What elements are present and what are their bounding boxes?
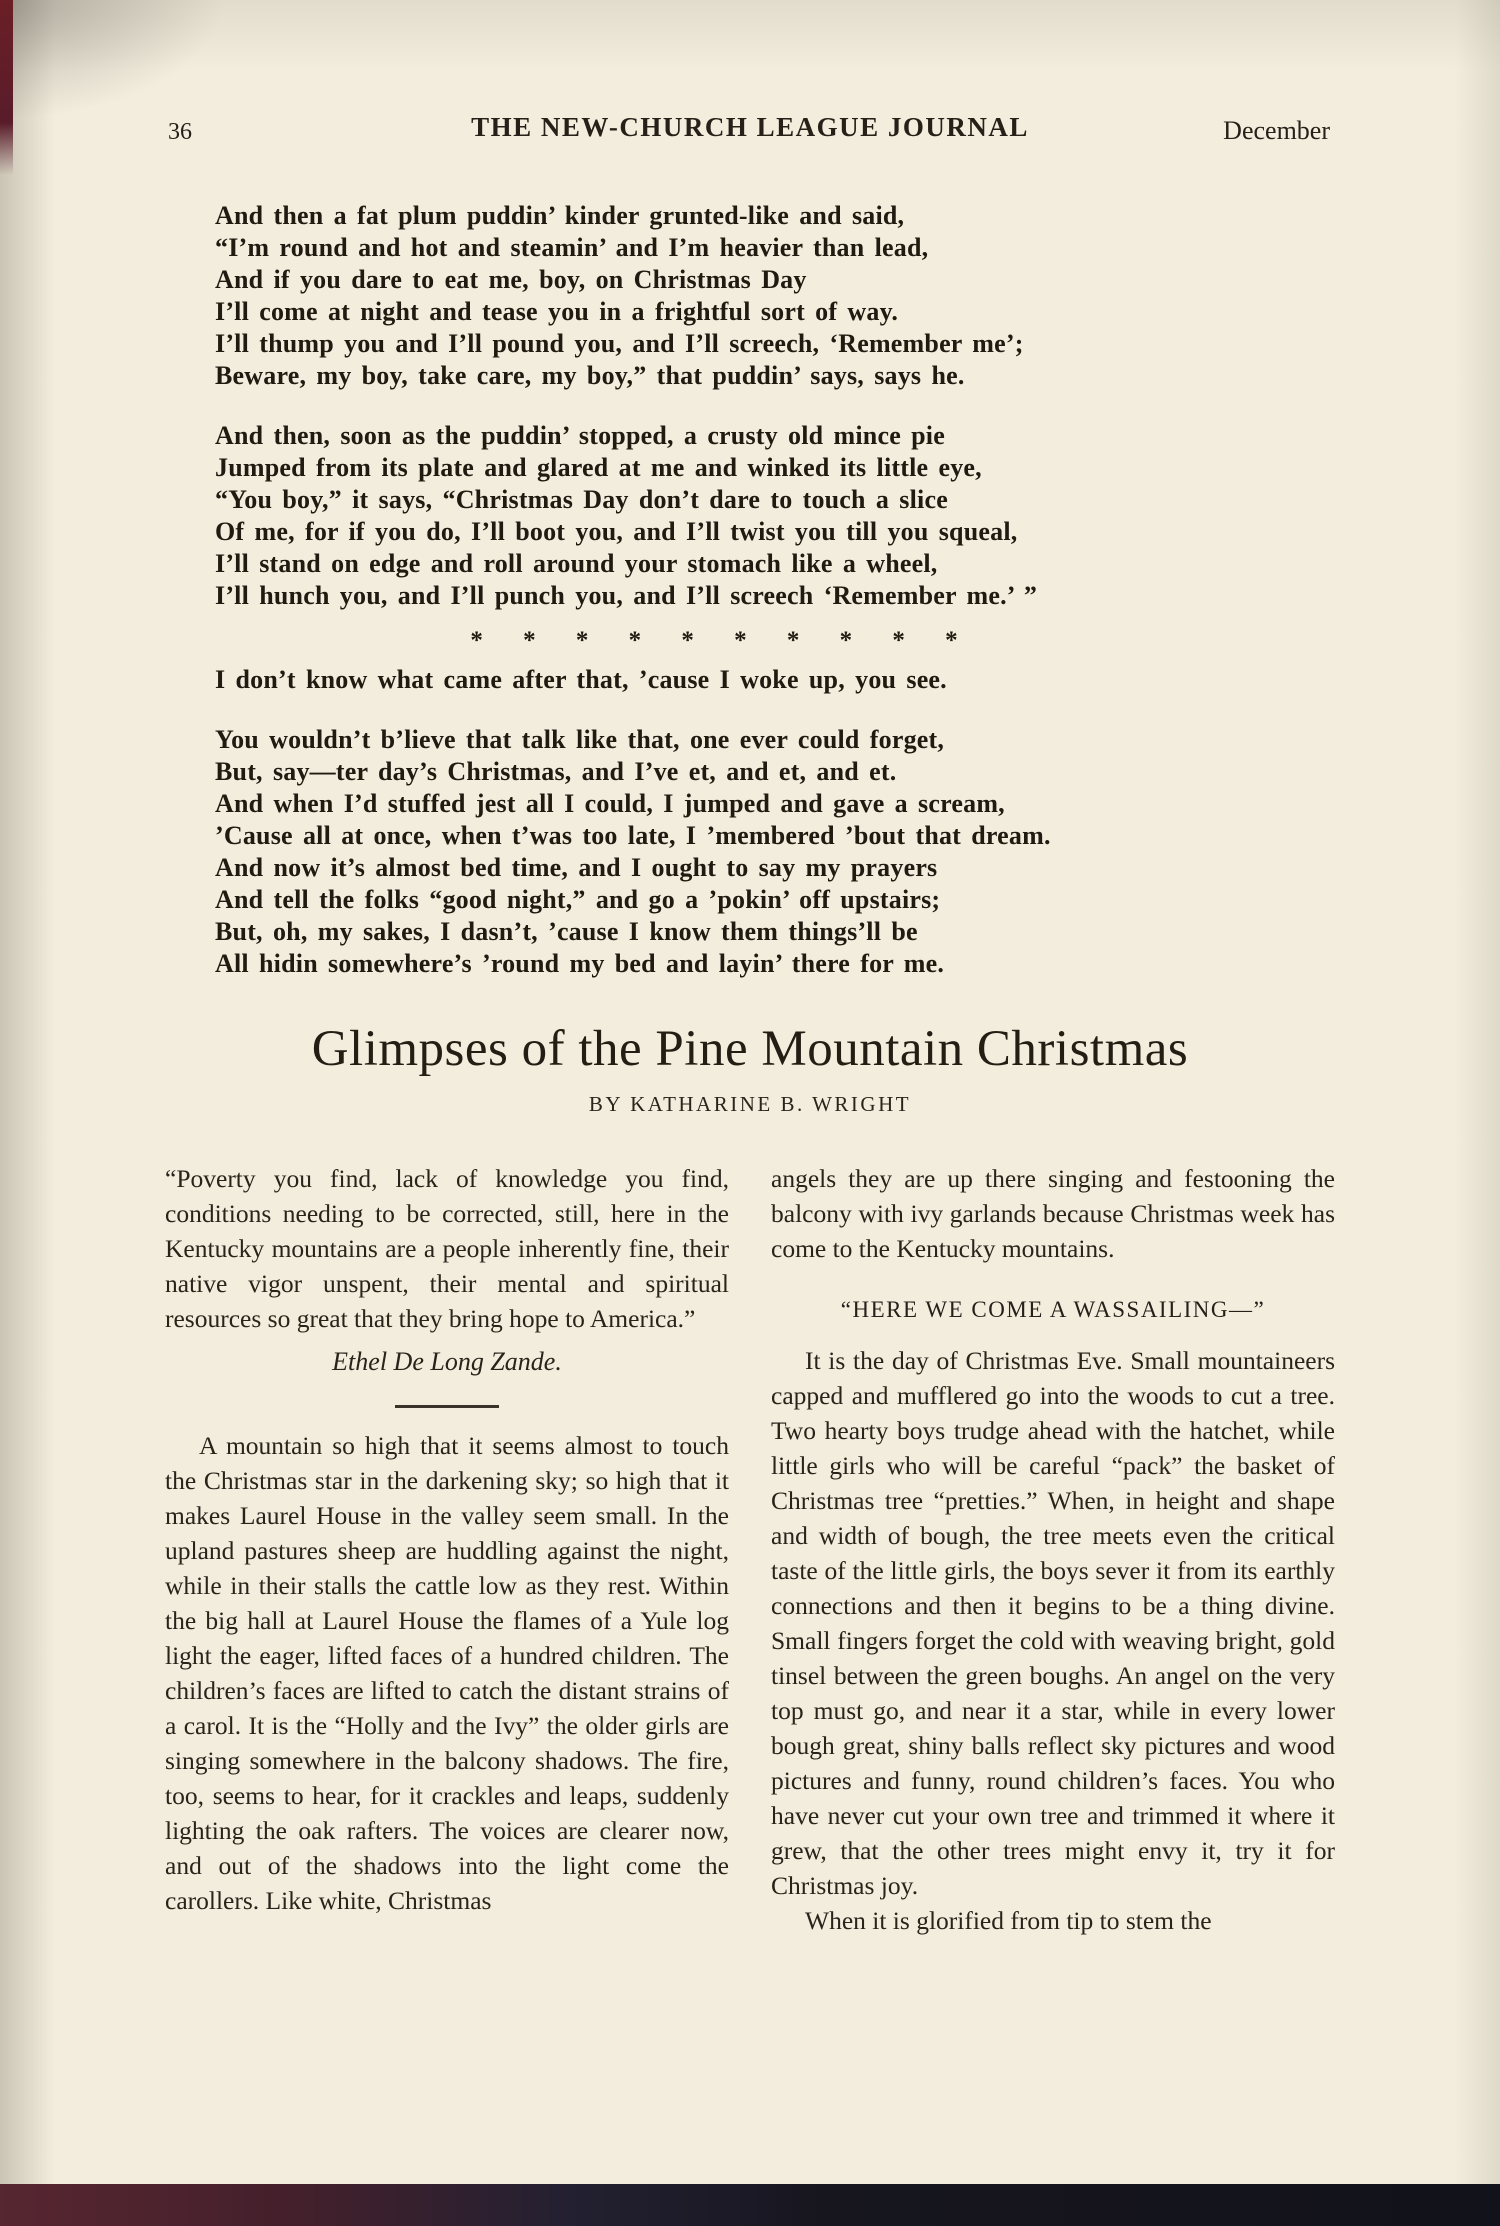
page-number: 36 xyxy=(168,119,192,145)
poem-line: But, say—ter day’s Christmas, and I’ve et, and et, and et. xyxy=(215,757,897,786)
article-paragraph: A mountain so high that it seems almost to touch the Christmas star in the darkening sky; so high that it makes Laurel House in the valley seem small. In the upland pastures sheep are huddling against the night, while in their stalls the cattle low as they rest. Within the big hall at Laurel House the flames of a Yule log light the eager, lifted faces of a hundred children. The children’s faces are lifted to catch the distant strains of a carol. It is the “Holly and the Ivy” the older girls are singing somewhere in the balcony shadows. The fire, too, seems to hear, for it crackles and leaps, suddenly lighting the oak rafters. The voices are clearer now, and out of the shadows into the light come the carollers. Like white, Christmas xyxy=(165,1431,729,1915)
section-subheading: “HERE WE COME A WASSAILING—” xyxy=(840,1297,1266,1322)
article-title: Glimpses of the Pine Mountain Christmas xyxy=(311,1021,1189,1077)
opening-quote: “Poverty you find, lack of knowledge you find, conditions needing to be corrected, still, here in the Kentucky mountains are a people inherently fine, their native vigor unspent, their mental and spiritual resources so great that they bring hope to America.” xyxy=(165,1164,729,1333)
poem-line: And if you dare to eat me, boy, on Christmas Day xyxy=(215,265,807,294)
article-paragraph: When it is glorified from tip to stem the xyxy=(805,1906,1212,1935)
poem-line: ’Cause all at once, when t’was too late, I ’membered ’bout that dream. xyxy=(215,821,1051,850)
poem-line: But, oh, my sakes, I dasn’t, ’cause I know them things’ll be xyxy=(215,917,918,946)
scan-bottom-edge xyxy=(0,2184,1500,2226)
left-column xyxy=(165,1161,729,1938)
poem-line: “You boy,” it says, “Christmas Day don’t dare to touch a slice xyxy=(215,485,948,514)
journal-title: THE NEW-CHURCH LEAGUE JOURNAL xyxy=(471,112,1029,142)
poem-line: Beware, my boy, take care, my boy,” that puddin’ says, says he. xyxy=(215,361,965,390)
poem-line: All hidin somewhere’s ’round my bed and layin’ there for me. xyxy=(215,949,945,978)
article-byline: BY KATHARINE B. WRIGHT xyxy=(588,1092,912,1116)
poem-line: I’ll thump you and I’ll pound you, and I’ll screech, ‘Remember me’; xyxy=(215,329,1024,358)
poem-line: You wouldn’t b’lieve that talk like that, one ever could forget, xyxy=(215,725,945,754)
poem-stanza-2 xyxy=(215,420,1215,612)
poem-line: And when I’d stuffed jest all I could, I jumped and gave a scream, xyxy=(215,789,1005,818)
section-rule xyxy=(395,1405,499,1408)
poem-line: And then a fat plum puddin’ kinder grunted-like and said, xyxy=(215,201,905,230)
poem-line: And then, soon as the puddin’ stopped, a crusty old mince pie xyxy=(215,421,945,450)
asterisk-divider: * * * * * * * * * * xyxy=(470,627,960,654)
poem-line: I’ll stand on edge and roll around your stomach like a wheel, xyxy=(215,549,938,578)
poem-line: “I’m round and hot and steamin’ and I’m heavier than lead, xyxy=(215,233,929,262)
poem-interlude xyxy=(215,664,1215,696)
quote-attribution: Ethel De Long Zande. xyxy=(332,1347,562,1376)
article-paragraph: angels they are up there singing and festooning the balcony with ivy garlands because Christmas week has come to the Kentucky mountains. xyxy=(771,1164,1335,1263)
right-column xyxy=(771,1161,1335,1938)
page-header xyxy=(0,0,1500,146)
article-paragraph: It is the day of Christmas Eve. Small mountaineers capped and mufflered go into the woods to cut a tree. Two hearty boys trudge ahead with the hatchet, while little girls who will be careful “pack” the basket of Christmas tree “pretties.” When, in height and shape and width of bough, the tree meets even the critical taste of the little girls, the boys sever it from its earthly connections and then it begins to be a thing divine. Small fingers forget the cold with weaving bright, gold tinsel between the green boughs. An angel on the very top must go, and near it a star, while in every lower bough great, shiny balls reflect sky pictures and wood pictures and funny, round children’s faces. You who have never cut your own tree and trimmed it where it grew, that the other trees might envy it, try it for Christmas joy. xyxy=(771,1346,1335,1900)
poem-line: I’ll come at night and tease you in a frightful sort of way. xyxy=(215,297,899,326)
poem-stanza-1 xyxy=(215,200,1215,392)
poem-line: I’ll hunch you, and I’ll punch you, and I’ll screech ‘Remember me.’ ” xyxy=(215,581,1038,610)
poem-section xyxy=(215,200,1215,980)
poem-line: And tell the folks “good night,” and go a ’pokin’ off upstairs; xyxy=(215,885,941,914)
poem-line: Jumped from its plate and glared at me and winked its little eye, xyxy=(215,453,982,482)
poem-line: Of me, for if you do, I’ll boot you, and I’ll twist you till you squeal, xyxy=(215,517,1018,546)
poem-line: I don’t know what came after that, ’cause I woke up, you see. xyxy=(215,665,947,694)
poem-line: And now it’s almost bed time, and I ought to say my prayers xyxy=(215,853,938,882)
issue-month: December xyxy=(1223,116,1330,145)
poem-stanza-3 xyxy=(215,724,1215,980)
article-columns xyxy=(0,1161,1500,1938)
